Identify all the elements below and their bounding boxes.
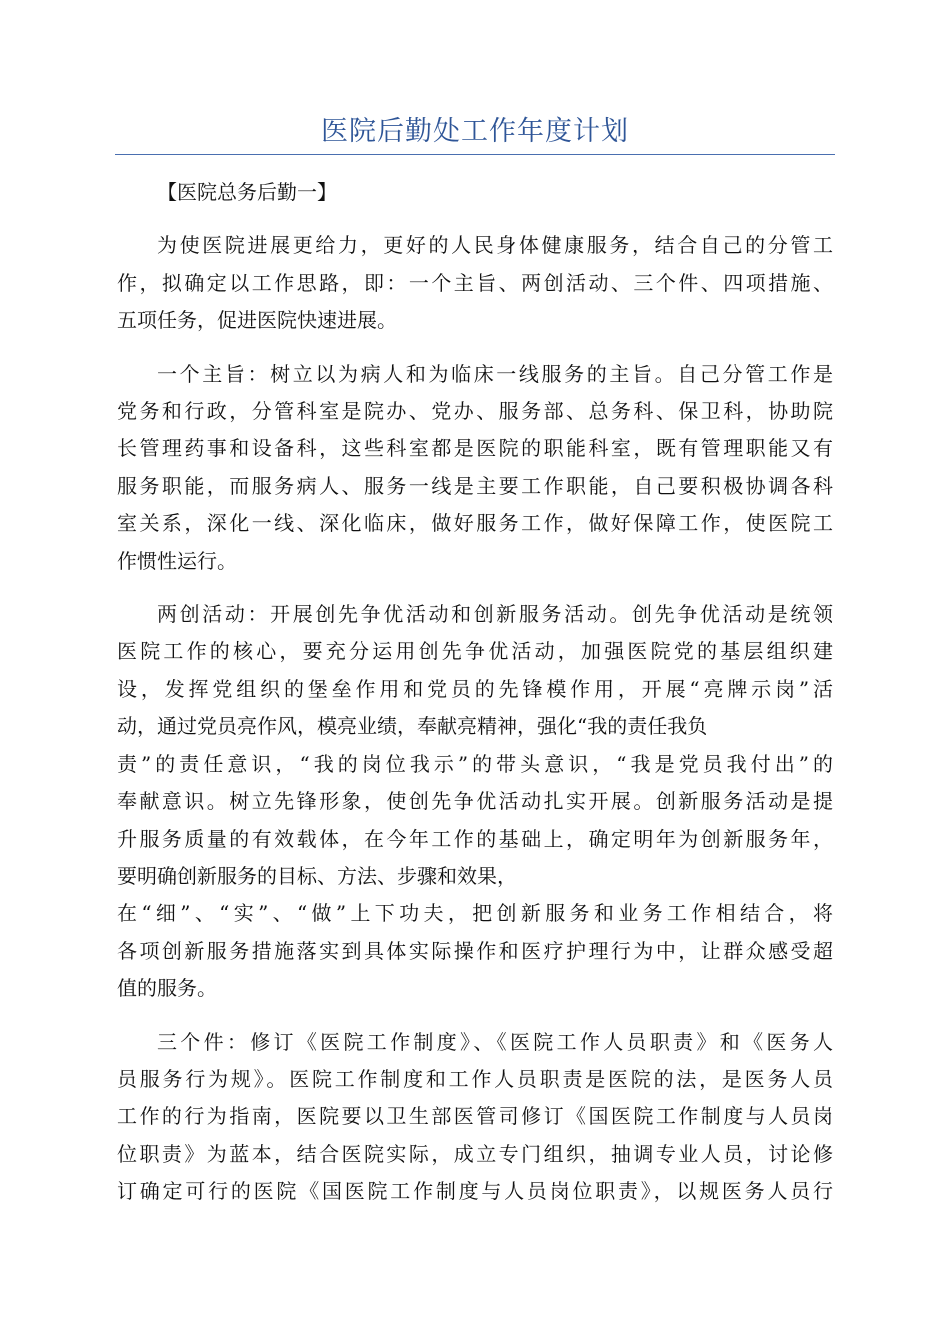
- paragraph-line: 设，发挥党组织的堡垒作用和党员的先锋模作用，开展“亮牌示岗”活: [117, 676, 833, 701]
- document-body: [117, 174, 833, 1227]
- paragraph-line: 升服务质量的有效载体，在今年工作的基础上，确定明年为创新服务年，: [117, 826, 833, 851]
- paragraph-line: 作惯性运行。: [117, 548, 237, 573]
- paragraph-line: 位职责》为蓝本，结合医院实际，成立专门组织，抽调专业人员，讨论修: [117, 1141, 833, 1166]
- paragraph-line: 五项任务，促进医院快速进展。: [117, 308, 397, 333]
- paragraph-line: 在“细”、“实”、“做”上下功夫，把创新服务和业务工作相结合，将: [117, 901, 833, 926]
- paragraph-line: 工作的行为指南，医院要以卫生部医管司修订《国医院工作制度与人员岗: [117, 1104, 833, 1129]
- paragraph-line: 室关系，深化一线、深化临床，做好服务工作，做好保障工作，使医院工: [117, 511, 833, 536]
- paragraph: [117, 596, 833, 1007]
- paragraph-line: 为使医院进展更给力，更好的人民身体健康服务，结合自己的分管工: [157, 233, 833, 258]
- paragraph-line: 医院工作的核心，要充分运用创先争优活动，加强医院党的基层组织建: [117, 639, 833, 664]
- paragraph: [117, 356, 833, 580]
- paragraph-line: 作，拟确定以工作思路，即：一个主旨、两创活动、三个件、四项措施、: [117, 270, 833, 295]
- paragraph-line: 值的服务。: [117, 976, 217, 1001]
- paragraph: [117, 1024, 833, 1211]
- paragraph-line: 服务职能，而服务病人、服务一线是主要工作职能，自己要积极协调各科: [117, 473, 833, 498]
- section-heading: 【医院总务后勤一】: [157, 180, 337, 204]
- paragraph-line: 动，通过党员亮作风，模亮业绩，奉献亮精神，强化“我的责任我负: [117, 714, 708, 739]
- paragraph-line: 员服务行为规》。医院工作制度和工作人员职责是医院的法，是医务人员: [117, 1066, 833, 1091]
- paragraph-line: 奉献意识。树立先锋形象，使创先争优活动扎实开展。创新服务活动是提: [117, 789, 833, 814]
- paragraph-line: 两创活动：开展创先争优活动和创新服务活动。创先争优活动是统领: [157, 602, 833, 627]
- paragraph-line: 三个件：修订《医院工作制度》、《医院工作人员职责》和《医务人: [157, 1029, 833, 1054]
- paragraph-line: 责”的责任意识，“我的岗位我示”的带头意识，“我是党员我付出”的: [117, 751, 833, 776]
- paragraph-line: 各项创新服务措施落实到具体实际操作和医疗护理行为中，让群众感受超: [117, 938, 833, 963]
- paragraph: [117, 227, 833, 339]
- paragraph-line: 一个主旨：树立以为病人和为临床一线服务的主旨。自己分管工作是: [157, 361, 833, 386]
- page-title: 医院后勤处工作年度计划: [321, 116, 629, 147]
- paragraph-line: 要明确创新服务的目标、方法、步骤和效果，: [117, 863, 517, 888]
- paragraph-line: 党务和行政，分管科室是院办、党办、服务部、总务科、保卫科，协助院: [117, 399, 833, 424]
- title-underline: [115, 154, 835, 155]
- paragraph-line: 订确定可行的医院《国医院工作制度与人员岗位职责》，以规医务人员行: [117, 1179, 833, 1204]
- paragraph-line: 长管理药事和设备科，这些科室都是医院的职能科室，既有管理职能又有: [117, 436, 833, 461]
